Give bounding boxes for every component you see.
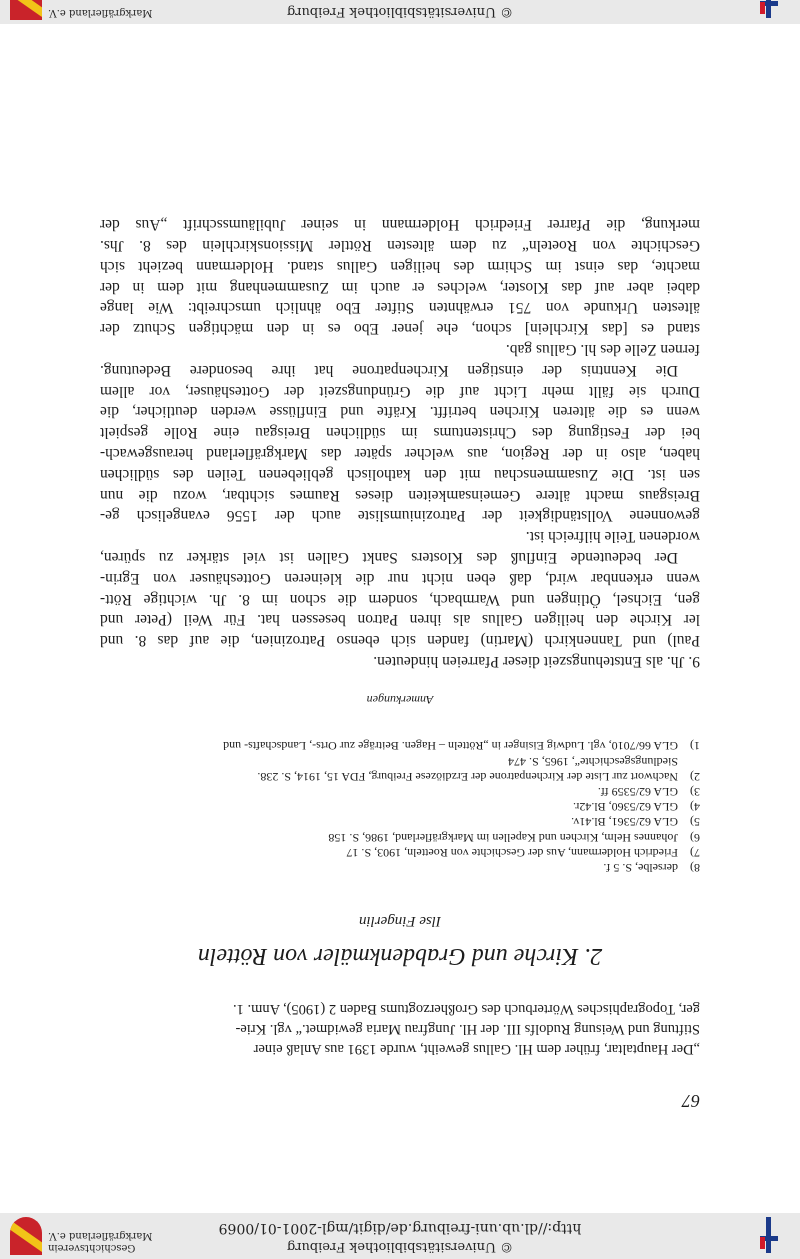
credit-line: © Universitätsbibliothek Freiburg xyxy=(286,4,514,19)
credit-line: © Universitätsbibliothek Freiburg xyxy=(286,1239,514,1254)
body-line: gewonnene Vollständigkeit der Patroziniumsliste auch der 1556 evangelisch ge- xyxy=(100,507,700,525)
body-line: Breisgaus macht ältere Gemeinsamkeiten dieses Raumes sichtbar, wozu die nun xyxy=(100,486,700,504)
annotation-line: ger, Topographisches Wörterbuch des Großherzogtums Baden 2 (1905), Anm. 1. xyxy=(232,1001,700,1017)
chapter-author: Ilse Fingerlin xyxy=(358,913,442,929)
association-line: Geschichtsverein xyxy=(48,1242,136,1253)
body-line: wenn es die älteren Kirchen betrifft. Kräfte und Einflüsse werden deutlicher, die xyxy=(100,403,700,421)
body-line: Paul) und Tannenkirch (Martin) fanden sich ebenso Patrozinien, die auf das 8. und xyxy=(100,632,700,650)
footnote: 5) GLA 62/5361, Bl.41v. xyxy=(571,815,700,830)
page-number: 67 xyxy=(682,1091,700,1111)
body-line: Der bedeutende Einfluß des Klosters Sankt Gallen ist viel stärker zu spüren, xyxy=(100,549,678,567)
chapter-title: 2. Kirche und Grabdenkmäler von Rötteln xyxy=(197,943,603,969)
altar-annotation xyxy=(100,999,700,1059)
annotation-line: Stiftung und Weisung Rudolfs III. der Hl. Jungfrau Maria gewidmet.“ vgl. Krie- xyxy=(235,1021,700,1037)
footnote: 2) Nachwort zur Liste der Kirchenpatrone der Erzdiözese Freiburg, FDA 15, 1914, S. 238. xyxy=(257,769,700,784)
body-line: Durch sie fällt mehr Licht auf die Gründungszeit der Gotteshäuser, vor allem xyxy=(100,382,700,400)
body-line: gen, Eichsel, Ötlingen und Warmbach, sondern die schon im 8. Jh. wichtige Rött- xyxy=(100,590,700,608)
association-crest-icon xyxy=(10,1217,42,1255)
body-line: Die Kenntnis der einstigen Kirchenpatrone hat ihre besondere Bedeutung. xyxy=(100,361,678,379)
source-url-link[interactable]: http://dl.ub.uni-freiburg.de/digit/mgl-2001-01/0069 xyxy=(218,1220,582,1236)
footnote: 6) Johannes Helm, Kirchen und Kapellen im Markgräflerland, 1986, S. 158 xyxy=(328,830,700,845)
footnotes xyxy=(100,738,700,875)
body-line: haben, also in der Region, aus welcher später das Markgräflerland herausgewach- xyxy=(100,445,700,463)
credit-bar xyxy=(0,1213,800,1259)
body-line: sen ist. Die Zusammenschau mit den katholisch gebliebenen Teilen des südlichen xyxy=(100,465,700,483)
body-line: wenn erkennbar wird, daß eben nicht nur die kleineren Gotteshäuser von Egrin- xyxy=(100,569,700,587)
association-crest-icon xyxy=(10,0,42,20)
footnote: 7) Friedrich Holdermann, Aus der Geschichte von Roetteln, 1903, S. 17 xyxy=(346,845,700,860)
body-text xyxy=(100,213,700,671)
association-line: Markgräflerland e.V. xyxy=(48,1230,153,1241)
body-line: fernen Zelle des hl. Gallus gab. xyxy=(505,341,700,359)
footnote: 3) GLA 62/5359 ff. xyxy=(597,784,700,799)
association-name xyxy=(48,1229,152,1253)
annotation-line: „Der Hauptaltar, früher dem Hl. Gallus geweiht, wurde 1391 aus Anlaß einer xyxy=(253,1041,700,1057)
body-line: bei der Festigung des Christentums im südlichen Breisgau eine Rolle gespielt xyxy=(100,424,700,442)
footnote: 1) GLA 66/7010, vgl. Ludwig Eisinger in „Rötteln – Hagen. Beiträge zur Orts-, Landschafts- und xyxy=(223,739,700,754)
body-line: 9. Jh. als Entstehungszeit dieser Pfarreien hindeuten. xyxy=(373,653,700,670)
body-line: stand es [das Kirchlein] schon, ehe jener Ebo es in den mächtigen Schutz der xyxy=(100,320,700,338)
footnote: 4) GLA 62/5360, Bl.42r. xyxy=(572,800,700,815)
body-line: Geschichte von Roeteln“ zu dem ältesten Röttler Missionskirchlein des 8. Jhs. xyxy=(100,237,700,255)
body-line: ler Kirche den heiligen Gallus als ihren Patron besessen hat. Für Weil (Peter und xyxy=(100,611,700,629)
footnote: 8) derselbe, S. 5 f. xyxy=(603,861,700,875)
body-line: wordenen Teile hilfreich ist. xyxy=(525,528,700,546)
body-line: dabei aber auf das Kloster, welches er auch im Zusammenhang mit dem in der xyxy=(100,278,700,296)
body-line: merkung, die Pfarrer Friedrich Holdermann in seiner Jubiläumsschrift „Aus der xyxy=(100,216,700,234)
body-line: ältesten Urkunde von 751 erwähnten Stifter Ebo ähnlich umschreibt: Wie lange xyxy=(100,299,700,317)
association-name: Markgräflerland e.V. xyxy=(48,7,153,18)
footnote: Siedlungsgeschichte“, 1965, S. 474 xyxy=(508,754,678,769)
next-page-credit-bar xyxy=(0,0,800,24)
body-line: machte, das einst im Schirm des heiligen Gallus stand. Holdermann bezieht sich xyxy=(100,257,700,275)
footnotes-heading: Anmerkungen xyxy=(366,693,434,707)
